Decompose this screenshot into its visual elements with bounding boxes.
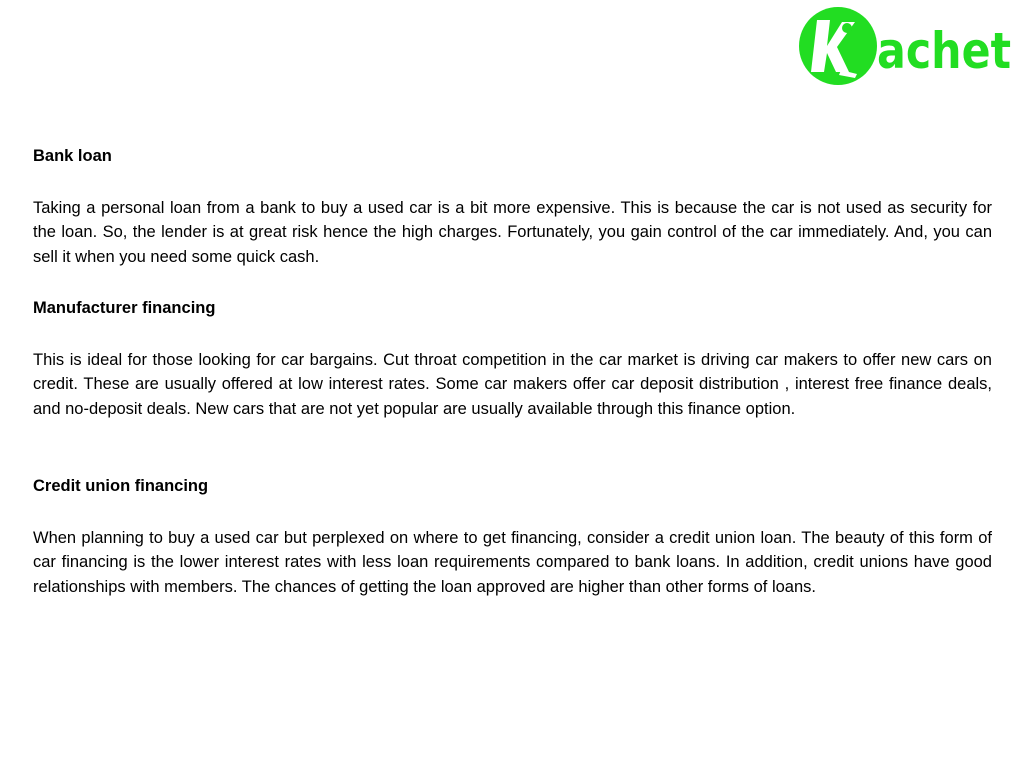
section-heading-bank-loan: Bank loan xyxy=(33,147,112,165)
section-body-manufacturer-financing: This is ideal for those looking for car bargains. Cut throat competition in the car market is driving car makers to offer new cars on credit. These are usually offered at low interest rates. Some car makers offer car deposit distribution , interest free finance deals, and no-deposit deals. New cars that are not yet popular are usually available through this finance option. xyxy=(33,350,992,418)
spacer xyxy=(33,421,992,474)
article-body xyxy=(33,144,992,599)
kachet-logo xyxy=(797,6,1015,88)
spacer xyxy=(33,269,992,296)
spacer xyxy=(33,321,992,348)
svg-text:achet: achet xyxy=(877,22,1011,80)
kachet-logo-graphic xyxy=(797,6,1015,88)
section-body-credit-union-financing: When planning to buy a used car but perplexed on where to get financing, consider a credit union loan. The beauty of this form of car financing is the lower interest rates with less loan requirements compared to bank loans. In addition, credit unions have good relationships with members. The chances of getting the loan approved are higher than other forms of loans. xyxy=(33,528,992,596)
section-heading-credit-union-financing: Credit union financing xyxy=(33,477,209,495)
spacer xyxy=(33,169,992,196)
section-heading-manufacturer-financing: Manufacturer financing xyxy=(33,299,216,317)
section-body-bank-loan: Taking a personal loan from a bank to buy a used car is a bit more expensive. This is because the car is not used as security for the loan. So, the lender is at great risk hence the high charges. Fortunately, you gain control of the car immediately. And, you can sell it when you need some quick cash. xyxy=(33,198,992,266)
spacer xyxy=(33,499,992,526)
